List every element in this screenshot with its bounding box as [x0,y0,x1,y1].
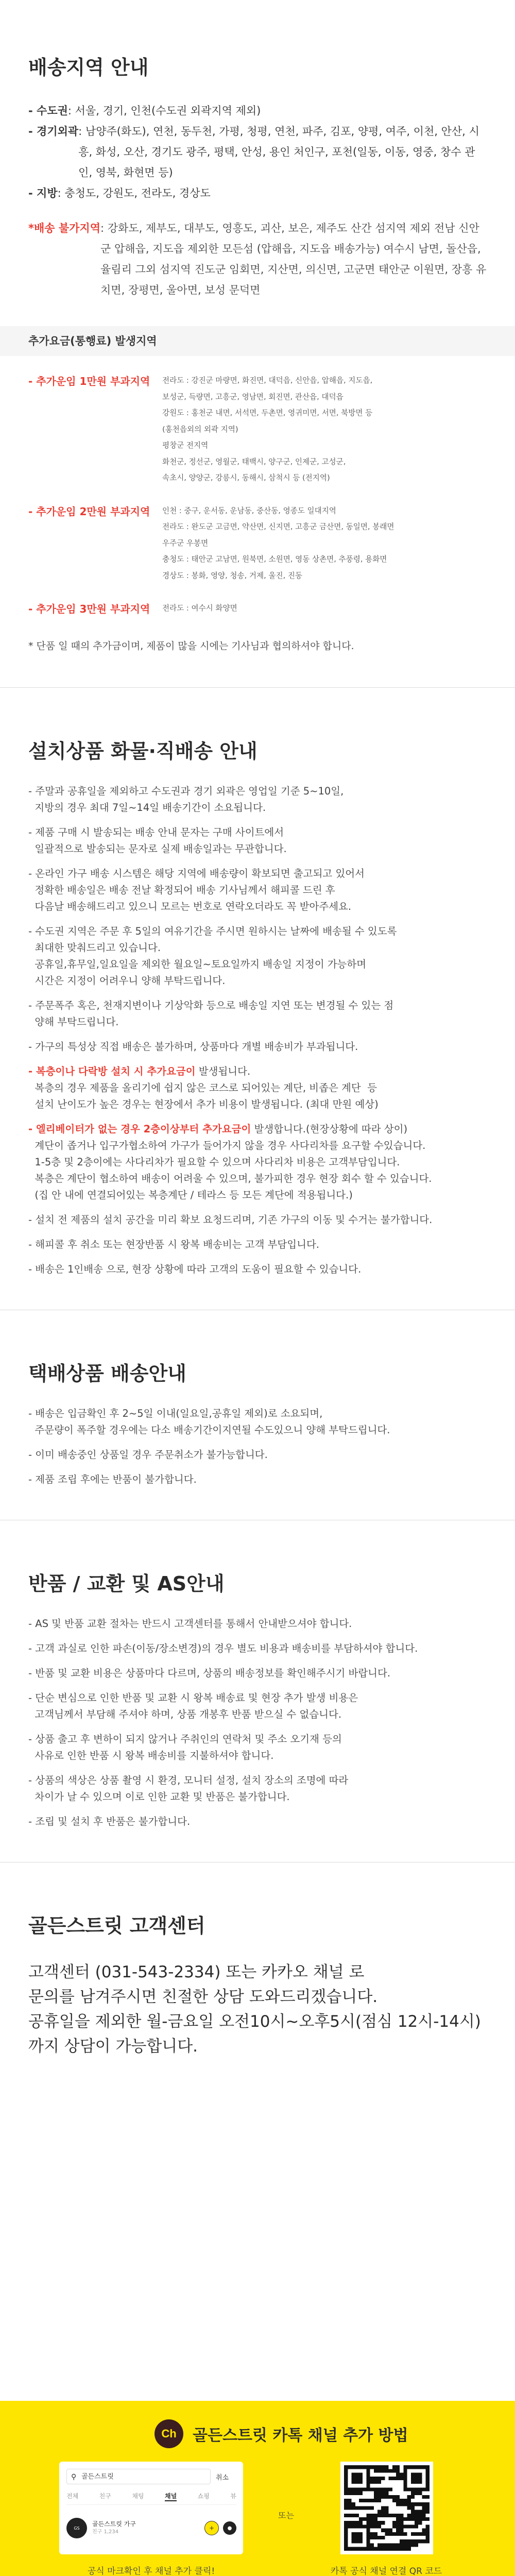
bullet-line: - 단순 변심으로 인한 반품 및 교환 시 왕복 배송료 및 현장 추가 발생 비용은 [28,1692,358,1704]
bullet-line: 지방의 경우 최대 7일~14일 배송기간이 소요됩니다. [28,802,266,814]
shipping-row-gyeonggi-outer [28,121,487,183]
bullet-line: 설치 난이도가 높은 경우는 현장에서 추가 비용이 발생됩니다. (최대 만원 예상) [28,1098,379,1110]
zone-label: - 추가운임 2만원 부과지역 [28,505,150,518]
tab-view[interactable]: 뷰 [230,2493,236,2500]
bullet-item [28,1814,487,1830]
zone-area-line: 보성군, 득량면, 고흥군, 영남면, 회진면, 관산읍, 대덕읍 [162,392,344,401]
zone-area-line: 우주군 우봉면 [162,538,209,548]
search-input[interactable] [66,2469,211,2484]
row-value: : 서울, 경기, 인천(수도권 외곽지역 제외) [67,105,261,117]
bullet-line: - 고객 과실로 인한 파손(이동/장소변경)의 경우 별도 비용과 배송비를 부담하셔야 합니다. [28,1642,418,1654]
bullet-item [28,997,487,1030]
tab-chat[interactable]: 채팅 [132,2493,144,2500]
shipping-row-capital [28,100,487,121]
bullet-line: - 상품의 색상은 상품 촬영 시 환경, 모니터 설정, 설치 장소의 조명에 따라 [28,1774,349,1786]
cs-line: 공휴일을 제외한 월-금요일 오전10시~오후5시(점심 12시-14시) [28,2012,481,2031]
bullet-item [28,783,487,816]
bullet-item [28,923,487,989]
highlight-text: - 복층이나 다락방 설치 시 추가요금이 [28,1065,196,1077]
zone-areas [162,503,487,584]
row-value: : 충청도, 강원도, 전라도, 경상도 [57,187,211,199]
zone-area-line: 인천 : 중구, 운서동, 운남동, 중산동, 영종도 일대지역 [162,506,336,515]
zone-area-line: 속초시, 양양군, 강릉시, 동해시, 삼척시 등 (전지역) [162,473,330,482]
bullet-item [28,1731,487,1764]
bullet-line: - 배송은 1인배송 으로, 현장 상황에 따라 고객의 도움이 필요할 수 있습니다. [28,1263,362,1275]
unavailable-text: : 강화도, 제부도, 대부도, 영흥도, 괴산, 보은, 제주도 산간 섬지역 제외 전남 신안군 압해읍, 지도읍 제외한 모든섬 (압해읍, 지도읍 배송가능) 여수시 남면, 돌산읍, 율림리 그외 섬지역 진도군 임회면, 지산면, 의신면, 고군면 태안군 이원면, 장흥 유치면, 장평면, 울아면, 보성 문덕면 [100,222,487,296]
bullet-item [28,1640,487,1657]
bullet-item [28,824,487,857]
parcel-list [28,1405,487,1488]
kakao-caption-right: 카톡 공식 채널 연결 QR 코드 [330,2566,442,2576]
install-list [28,783,487,1278]
bullet-item [28,1772,487,1805]
zone-areas [162,600,487,618]
zone-areas [162,372,487,486]
bullet-item [28,1616,487,1632]
zone-area-line: 화천군, 정선군, 영월군, 태백시, 양구군, 인제군, 고성군, [162,457,346,466]
bullet-line: - 조립 및 설치 후 반품은 불가합니다. [28,1816,191,1827]
bullet-line: - 배송은 입금확인 후 2~5일 이내(일요일,공휴일 제외)로 소요되며, [28,1408,323,1419]
highlight-text: - 엘리베이터가 없는 경우 2층이상부터 추가요금이 [28,1123,251,1135]
kakao-title-row [154,2419,408,2448]
bullet-line: (집 안 내에 연결되어있는 복층계단 / 테라스 등 모든 계단에 적용됩니다.) [28,1189,353,1201]
channel-avatar: GS [66,2518,87,2538]
bullet-line: - AS 및 반품 교환 절차는 반드시 고객센터를 통해서 안내받으셔야 합니다. [28,1618,352,1630]
bullet-item [28,1471,487,1488]
bullet-line: 일괄적으로 발송되는 문자로 실제 배송일과는 무관합니다. [28,843,287,855]
bullet-line: 다음날 배송해드리고 있으니 모르는 번호로 연락오더라도 꼭 받아주세요. [28,901,352,912]
bullet-line: - 주말과 공휴일을 제외하고 수도권과 경기 외곽은 영업일 기준 5~10일, [28,785,344,797]
surcharge-note: * 단품 일 때의 추가금이며, 제품이 많을 시에는 기사님과 협의하셔야 합니다. [28,640,354,652]
or-text: 또는 [278,2511,294,2520]
bullet-item [28,1121,487,1204]
cs-line: 까지 상담이 가능합니다. [28,2037,198,2056]
zone-label: - 추가운임 3만원 부과지역 [28,603,150,615]
bullet-line: 최대한 맞춰드리고 있습니다. [28,942,161,954]
bullet-line: - 이미 배송중인 상품일 경우 주문취소가 불가능합니다. [28,1449,268,1461]
bullet-item [28,1690,487,1723]
bullet-line: - 수도권 지역은 주문 후 5일의 여유기간을 주시면 원하시는 날짜에 배송될 수 있도록 [28,925,397,937]
bullet-item [28,1212,487,1228]
bullet-line: - 상품 출고 후 변하이 되지 않거나 주취인의 연락처 및 주소 오기재 등의 [28,1733,342,1745]
bullet-line: 사유로 인한 반품 시 왕복 배송비를 지불하셔야 합니다. [28,1750,274,1761]
surcharge-zone [0,503,515,584]
zone-area-line: 경상도 : 봉화, 영양, 청송, 거제, 울진, 진동 [162,571,303,580]
zone-area-line: 전라도 : 여수시 화양면 [162,604,237,613]
bullet-line: 시간은 지정이 어려우니 양해 부탁드립니다. [28,975,226,987]
shipping-row-provinces [28,183,487,204]
shipping-unavailable [28,218,487,300]
qr-code [340,2462,433,2554]
bullet-line: 복층은 계단이 협소하여 배송이 어려울 수 있으며, 불가피한 경우 현장 회수 할 수 있습니다. [28,1173,432,1184]
cs-title: 골든스트릿 고객센터 [28,1914,205,1937]
bullet-line: 정확한 배송일은 배송 전날 확정되어 배송 기사님께서 해피콜 드린 후 [28,884,335,896]
bullet-item [28,1039,487,1055]
surcharge-zones [0,372,515,618]
bullet-line: - 제품 구매 시 발송되는 배송 안내 문자는 구매 사이트에서 [28,826,284,838]
kakao-channel-guide [0,2401,515,2576]
surcharge-zone [0,600,515,618]
zone-area-line: 전라도 : 강진군 마량면, 화진면, 대덕읍, 신안읍, 압해읍, 지도읍, [162,376,373,385]
zone-area-line: 충청도 : 태안군 고남면, 원북면, 소원면, 영동 상촌면, 추풍령, 용화면 [162,555,387,564]
channel-sub: 친구 1,234 [92,2529,119,2535]
install-section [0,735,515,1278]
returns-title: 반품 / 교환 및 AS안내 [28,1572,225,1595]
kakao-channel-icon: Ch [154,2419,183,2448]
unavailable-label: *배송 불가지역 [28,222,101,234]
cs-line: 고객센터 (031-543-2334) 또는 카카오 채널 로 [28,1963,365,1981]
bullet-line: 양해 부탁드립니다. [28,1016,119,1028]
returns-section [0,1568,515,1830]
bullet-item [28,1236,487,1253]
bullet-line: 1-5층 및 2층이에는 사다리차가 필요할 수 있으며 사다리차 비용은 고객부담입니다. [28,1156,400,1168]
chat-icon[interactable]: ● [223,2521,236,2535]
channel-result-row[interactable] [66,2514,236,2542]
bullet-line: - 해피콜 후 취소 또는 현장반품 시 왕복 배송비는 고객 부담입니다. [28,1239,319,1250]
bullet-item [28,1063,487,1113]
surcharge-zone [0,372,515,486]
parcel-title: 택배상품 배송안내 [28,1362,186,1385]
kakao-title: 골든스트릿 카톡 채널 추가 방법 [193,2427,408,2445]
bullet-item [28,866,487,915]
customer-center-section [0,1910,515,2059]
bullet-line: - 주문폭주 혹은, 천재지변이나 기상악화 등으로 배송일 지연 또는 변경될 수 있는 점 [28,999,394,1011]
row-key: - 수도권 [28,105,68,117]
bullet-line: 발생됩니다. [195,1065,251,1077]
row-key: - 지방 [28,187,58,199]
row-value: : 남양주(화도), 연천, 동두천, 가평, 청평, 연천, 파주, 김포, 양평, 여주, 이천, 안산, 시흥, 화성, 오산, 경기도 광주, 평택, 안성, 용인 처인구, 포천(일동, 이동, 영중, 창수 관인, 영북, 화현면 등) [78,125,479,179]
cs-line: 문의를 남겨주시면 친절한 상담 도와드리겠습니다. [28,1988,378,2006]
surcharge-header: 추가요금(통행료) 발생지역 [0,326,515,356]
channel-name [92,2520,136,2536]
kakao-caption-left: 공식 마크확인 후 채널 추가 클릭! [87,2566,215,2576]
zone-area-line: 평창군 전지역 [162,441,209,450]
row-key: - 경기외곽 [28,125,79,138]
cancel-button[interactable]: 취소 [216,2474,229,2482]
divider [0,687,515,688]
bullet-line: 고객님께서 부담해 주셔야 하며, 상품 개봉후 반품 받으실 수 없습니다. [28,1708,342,1720]
channel-name-text: 골든스트릿 가구 [92,2520,136,2528]
bullet-item [28,1447,487,1463]
zone-area-line: 전라도 : 완도군 고금면, 약산면, 신지면, 고흥군 금산면, 동일면, 봉래면 [162,522,394,531]
shipping-area-title: 배송지역 안내 [28,56,149,79]
bullet-line: - 반품 및 교환 비용은 상품마다 다르며, 상품의 배송정보를 확인해주시기 바랍니다. [28,1667,391,1679]
bullet-line: - 온라인 가구 배송 시스템은 해당 지역에 배송량이 확보되면 출고되고 있어서 [28,868,365,879]
zone-label: - 추가운임 1만원 부과지역 [28,375,150,387]
zone-area-line: (홍천읍외의 외곽 지역) [162,425,238,434]
parcel-section [0,1358,515,1488]
install-title: 설치상품 화물·직배송 안내 [28,740,258,762]
shipping-area-section [0,0,515,300]
search-icon: ⚲ [71,2473,77,2481]
tab-channel[interactable]: 채널 [165,2492,177,2501]
tab-friends[interactable]: 친구 [99,2493,111,2500]
bullet-line: 복층의 경우 제품을 올리기에 쉽지 않은 코스로 되어있는 계단, 비좁은 계단 등 [28,1082,377,1094]
bullet-item [28,1405,487,1438]
search-tabs [66,2492,236,2505]
bullet-line: - 설치 전 제품의 설치 공간을 미리 확보 요청드리며, 기존 가구의 이동 및 수거는 불가합니다. [28,1214,433,1226]
bullet-line: 차이가 날 수 있으며 이로 인한 교환 및 반품은 불가합니다. [28,1791,290,1803]
kakao-search-screenshot [59,2462,243,2554]
bullet-line: - 가구의 특성상 직접 배송은 불가하며, 상품마다 개별 배송비가 부과됩니다. [28,1041,358,1053]
cs-body [28,1960,487,2059]
bullet-line: 주문량이 폭주할 경우에는 다소 배송기간이지연될 수도있으니 양해 부탁드립니다. [28,1424,390,1436]
add-channel-icon[interactable]: + [204,2521,219,2535]
tab-all[interactable]: 전체 [66,2493,79,2500]
zone-area-line: 강원도 : 홍천군 내면, 서석면, 두촌면, 영귀미면, 서면, 북방면 등 [162,409,373,417]
bullet-line: 발생합니다.(현장상황에 따라 상이) [251,1123,408,1135]
bullet-line: - 제품 조립 후에는 반품이 불가합니다. [28,1473,197,1485]
bullet-line: 계단이 좁거나 입구가협소하여 가구가 들어가지 않을 경우 사다리차를 요구할 수있습니다. [28,1140,426,1151]
bullet-line: 공휴일,휴무일,일요일을 제외한 월요일~토요일까지 배송일 지정이 가능하며 [28,958,367,970]
search-text: 골든스트릿 [81,2473,114,2481]
bullet-item [28,1665,487,1682]
bullet-item [28,1261,487,1278]
returns-list [28,1616,487,1830]
tab-shopping[interactable]: 쇼핑 [197,2493,210,2500]
